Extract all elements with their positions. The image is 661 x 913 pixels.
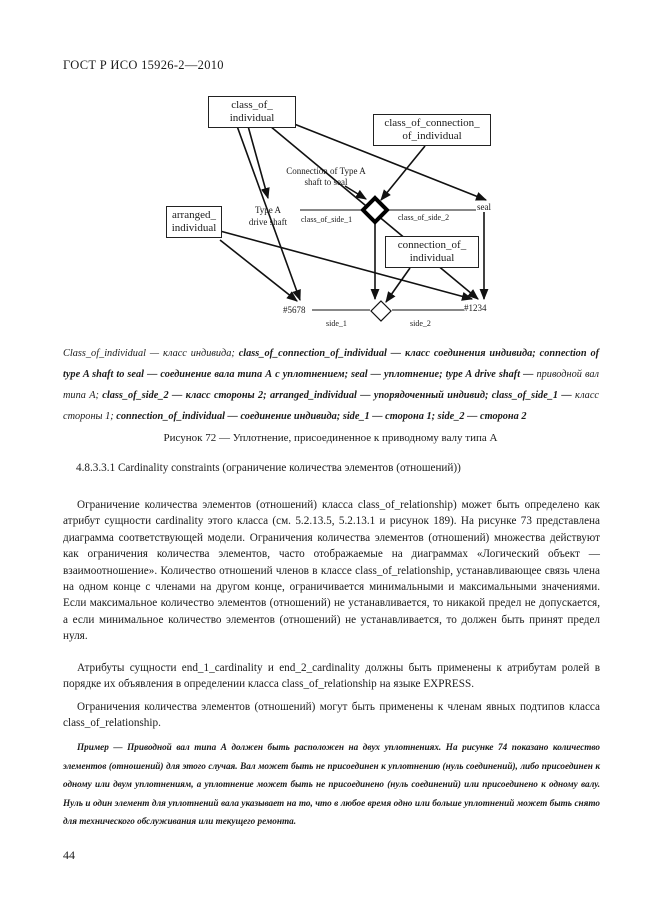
section-heading: 4.8.3.3.1 Cardinality constraints (ограничение количества элементов (отношений)) [76, 462, 461, 474]
label-class-of-side-1: class_of_side_1 [301, 215, 353, 224]
relationship-diamond-class [363, 198, 387, 222]
legend-entry: arranged_individual — упорядоченный индивид; [269, 390, 492, 401]
label-side-1: side_1 [326, 319, 347, 328]
label-connection-type-a: Connection of Type A shaft to seal [286, 166, 366, 187]
box-class-of-individual-label: class_of_ individual [229, 99, 275, 124]
label-seal: seal [477, 202, 491, 212]
legend-entry: Class_of_individual — класс индивида; [63, 348, 239, 359]
legend-entry: class_of_connection_of_individual — класс соединения индивида; [238, 348, 540, 359]
box-class-of-connection-label: class_of_connection_ of_individual [384, 117, 480, 142]
paragraph-3: Ограничения количества элементов (отношений) могут быть применены к членам явных подтипов класса class_of_relationship. [63, 701, 600, 730]
page-number: 44 [63, 848, 75, 862]
legend-entry: class_of_side_2 — класс стороны 2; [102, 390, 270, 401]
legend-entry: class_of_side_1 — класс стороны 1; [63, 390, 599, 422]
box-class-of-individual [208, 96, 296, 128]
legend-entry: side_1 — сторона 1; [342, 411, 438, 422]
edge-class-of-individual-to-type-a [248, 126, 268, 198]
box-arranged-individual-label: arranged_ individual [171, 209, 217, 234]
box-class-of-connection-of-individual [373, 114, 491, 146]
box-connection-of-individual [385, 236, 479, 268]
figure-caption: Рисунок 72 — Уплотнение, присоединенное к приводному валу типа А [163, 432, 498, 444]
label-1234: #1234 [464, 303, 487, 313]
label-5678: #5678 [283, 305, 306, 315]
legend-entry: connection_of_individual — соединение индивида; [116, 411, 343, 422]
legend-entry: side_2 — сторона 2 [437, 411, 527, 422]
box-connection-of-individual-label: connection_of_ individual [397, 239, 467, 264]
figure-legend [63, 343, 599, 427]
paragraph-1: Ограничение количества элементов (отношений) класса class_of_relationship) может быть определено как атрибут сущности cardinality этого класса (см. 5.2.13.5, 5.2.13.1 и рисунок 189). На рисунке 73 представлена диаграмма соответствующей модели. Ограничения количества элементов (отношений) множества действуют как ограничения количества элементов, часто отображаемые на диаграммах «Логический объект — взаимоотношение». Количество отношений членов в классе class_of_relationship, устанавливающее связь члена на одном конце с членами на другом конце, ограничивается минимальными и максимальными значениями. Если максимальное количество элементов (отношений) не устанавливается, то никакой предел не допускается, а если минимальное количество элементов (отношений) не устанавливается, то должен быть принят предел нуля. [63, 499, 600, 643]
box-arranged-individual [166, 206, 222, 238]
label-type-a-drive-shaft: Type A drive shaft [248, 205, 288, 227]
legend-entry: seal — уплотнение; [351, 369, 446, 380]
label-class-of-side-2: class_of_side_2 [398, 213, 450, 222]
document-header: ГОСТ Р ИСО 15926-2—2010 [63, 58, 224, 72]
label-side-2: side_2 [410, 319, 431, 328]
legend-entry: connection of type A shaft to seal — соединение вала типа А с уплотнением; [63, 348, 600, 380]
paragraph-2: Атрибуты сущности end_1_cardinality и end_2_cardinality должны быть применены к атрибутам ролей в порядке их объявления в определении класса class_of_relationship на языке EXPRESS. [63, 662, 600, 691]
legend-entry: type A drive shaft — приводной вал типа А; [63, 369, 599, 401]
edge-connection-to-small-diamond [386, 268, 410, 302]
example-note: Пример — Приводной вал типа А должен быть расположен на двух уплотнениях. На рисунке 74 показано количество элементов (отношений) для этого случая. Вал может быть не присоединен к уплотнению (нуль соединений), либо присоединен к одному или двум уплотнениям, а уплотнение может быть не присоединено (нуль соединений) или присоединено к одному валу. Нуль и один элемент для уплотнений вала указывает на то, что в любое время одно или больше уплотнений может быть снято для технического обслуживания или текущего ремонта. [63, 742, 600, 827]
relationship-diamond-instance [371, 301, 391, 321]
